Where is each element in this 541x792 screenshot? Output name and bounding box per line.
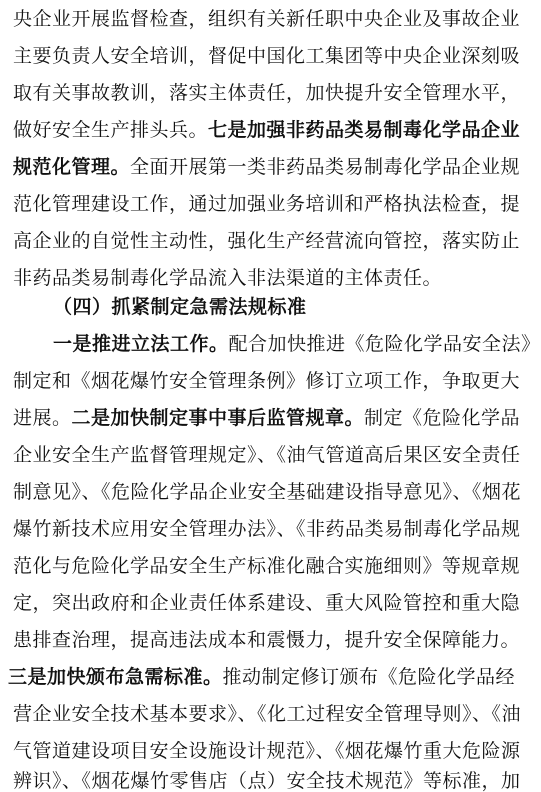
text-run: 范化与危险化学品安全生产标准化融合实施细则》等规章规 <box>13 555 521 577</box>
bold-heading-run: 七是加强非药品类易制毒化学品企业 <box>208 119 521 141</box>
bold-heading-run: 二是加快制定事中事后监管规章。 <box>71 407 365 429</box>
paragraph-line <box>13 555 520 577</box>
text-run: 进展。 <box>13 407 72 429</box>
bold-heading-run: 三是加快颁布急需标准。 <box>8 666 223 688</box>
paragraph-line <box>13 8 520 30</box>
paragraph-line <box>13 629 520 651</box>
text-run: 全面开展第一类非药品类易制毒化学品企业规 <box>130 156 521 178</box>
text-run: 气管道建设项目安全设施设计规范》、《烟花爆竹重大危险源 <box>13 740 521 762</box>
text-run: 主要负责人安全培训，督促中国化工集团等中央企业深刻吸 <box>13 45 521 67</box>
text-run: 高企业的自觉性主动性，强化生产经营流向管控，落实防止 <box>13 230 521 252</box>
bold-heading-run: 规范化管理。 <box>13 156 131 178</box>
section-heading-text: （四）抓紧制定急需法规标准 <box>53 296 307 318</box>
paragraph-line <box>13 230 520 252</box>
paragraph-line <box>13 193 520 215</box>
paragraph-line <box>13 407 520 429</box>
bold-heading-run: 一是推进立法工作。 <box>53 333 229 355</box>
paragraph-line <box>53 333 541 355</box>
paragraph-line <box>13 156 520 178</box>
paragraph-line <box>13 45 520 67</box>
paragraph-line <box>13 740 521 762</box>
text-run: 做好安全生产排头兵。 <box>13 119 209 141</box>
paragraph-line <box>13 119 520 141</box>
text-run: 营企业安全技术基本要求》、《化工过程安全管理导则》、《油 <box>13 703 522 725</box>
paragraph-line <box>8 666 515 688</box>
text-run: 企业安全生产监督管理规定》、《油气管道高后果区安全责任 <box>13 444 521 466</box>
text-run: 患排查治理，提高违法成本和震慑力，提升安全保障能力。 <box>13 629 521 651</box>
paragraph-line <box>13 444 521 466</box>
paragraph-line <box>13 370 520 392</box>
text-run: 定，突出政府和企业责任体系建设、重大风险管控和重大隐 <box>13 592 521 614</box>
text-run: 范化管理建设工作，通过加强业务培训和严格执法检查，提 <box>13 193 521 215</box>
text-run: 取有关事故教训，落实主体责任，加快提升安全管理水平， <box>13 82 521 104</box>
paragraph-line <box>13 481 521 503</box>
text-run: 制意见》、《危险化学品企业安全基础建设指导意见》、《烟花 <box>13 481 522 503</box>
section-heading <box>53 296 307 318</box>
paragraph-line <box>13 82 520 104</box>
text-run: 非药品类易制毒化学品流入非法渠道的主体责任。 <box>13 267 443 289</box>
text-run: 推动制定修订颁布《危险化学品经 <box>222 666 516 688</box>
text-run: 辨识》、《烟花爆竹零售店（点）安全技术规范》等标准，加 <box>13 770 521 792</box>
text-run: 制定《危险化学品 <box>364 407 521 429</box>
paragraph-line <box>13 518 521 540</box>
text-run: 央企业开展监督检查，组织有关新任职中央企业及事故企业 <box>13 8 521 30</box>
paragraph-line <box>13 703 521 725</box>
text-run: 爆竹新技术应用安全管理办法》、《非药品类易制毒化学品规 <box>13 518 521 540</box>
text-run: 配合加快推进《危险化学品安全法》 <box>228 333 541 355</box>
paragraph-line <box>13 267 442 289</box>
text-run: 制定和《烟花爆竹安全管理条例》修订立项工作，争取更大 <box>13 370 521 392</box>
paragraph-line <box>13 592 520 614</box>
paragraph-line <box>13 770 521 792</box>
